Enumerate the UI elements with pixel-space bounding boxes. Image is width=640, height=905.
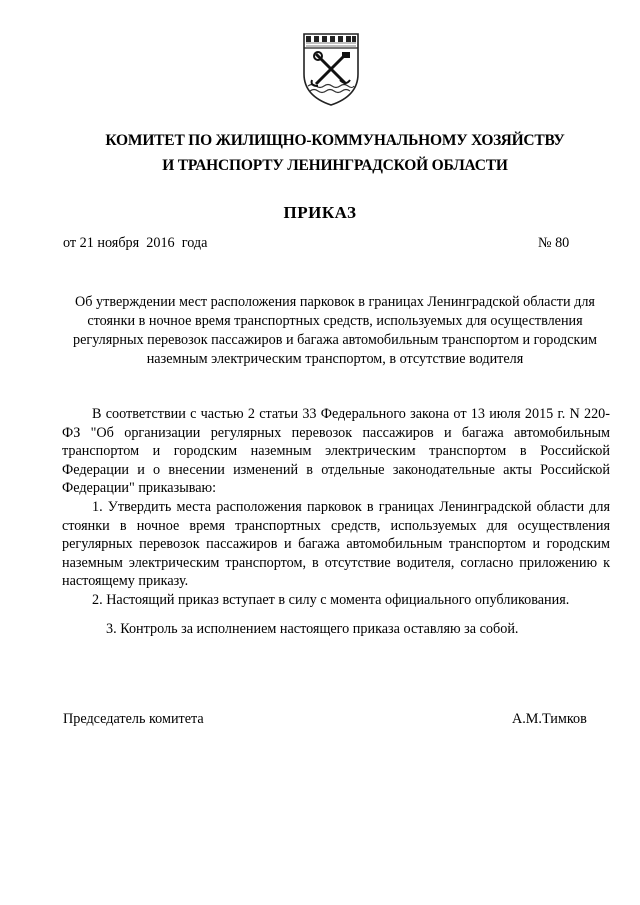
signatory-position: Председатель комитета <box>63 711 204 727</box>
order-subject: Об утверждении мест расположения парковок в границах Ленинградской области для стоянки в ночное время транспортных средств, используемых для осуществления регулярных перевозок пассажиров и багажа автомобильным транспортом и городским наземным электрическим транспортом, в отсутствие водителя <box>73 294 597 367</box>
clause-1: 1. Утвердить места расположения парковок в границах Ленинградской области для стоянки в ночное время транспортных средств, используемых для осуществления регулярных перевозок пассажиров и багажа автомобильным транспортом и городским наземным электрическим транспортом, в отсутствие водителя, согласно приложению к настоящему приказу. <box>62 498 610 590</box>
coat-of-arms-icon <box>300 30 362 108</box>
order-date: от 21 ноября 2016 года <box>63 235 208 251</box>
organization-name-line2: И ТРАНСПОРТУ ЛЕНИНГРАДСКОЙ ОБЛАСТИ <box>162 157 508 174</box>
order-body <box>62 405 610 638</box>
signatory-name: А.М.Тимков <box>512 711 587 727</box>
clause-3: 3. Контроль за исполнением настоящего приказа оставляю за собой. <box>106 620 519 637</box>
order-number: № 80 <box>538 235 570 251</box>
organization-name-line1: КОМИТЕТ ПО ЖИЛИЩНО-КОММУНАЛЬНОМУ ХОЗЯЙСТВУ <box>105 132 565 149</box>
document-title: ПРИКАЗ <box>283 203 357 222</box>
clause-2: 2. Настоящий приказ вступает в силу с момента официального опубликования. <box>92 591 570 608</box>
preamble-paragraph: В соответствии с частью 2 статьи 33 Федерального закона от 13 июля 2015 г. N 220-ФЗ "Об организации регулярных перевозок пассажиров и багажа автомобильным транспортом и городским наземным электрическим транспортом в Российской Федерации и о внесении изменений в отдельные законодательные акты Российской Федерации" приказываю: <box>62 406 610 497</box>
